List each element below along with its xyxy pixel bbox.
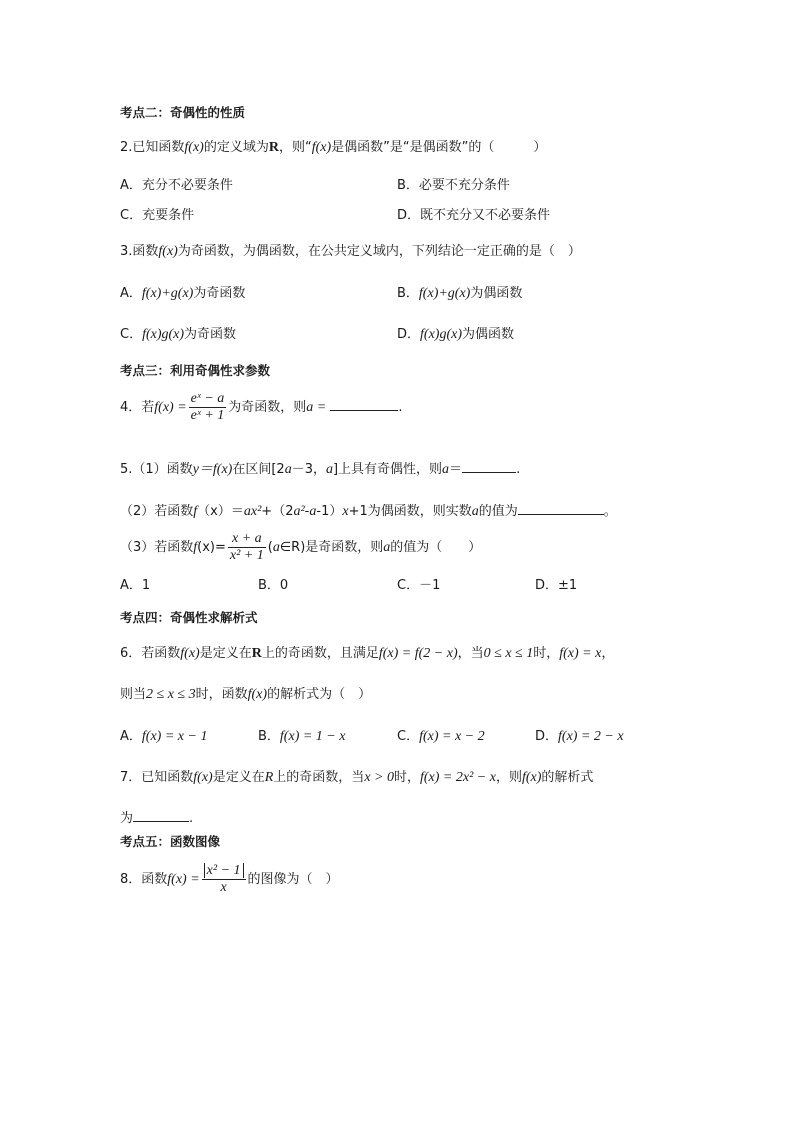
question-5-part-1: 5.（1）函数y＝f(x)在区间[2a－3，a]上具有奇偶性，则a＝ . — [120, 458, 520, 479]
question-6-line-2: 则当2 ≤ x ≤ 3时，函数f(x)的解析式为（ ） — [120, 687, 372, 702]
q5-2-answer-blank[interactable] — [518, 500, 604, 515]
q6-option-d[interactable]: D．f(x) = 2 − x — [535, 729, 624, 744]
q5-option-a[interactable]: A．1 — [120, 578, 151, 593]
question-3: 3.函数f(x)为奇函数，为偶函数，在公共定义域内，下列结论一定正确的是（ ） — [120, 244, 581, 259]
question-5-part-2: （2）若函数f（x）＝ax²+（2a²-a-1）x+1为偶函数，则实数a的值为 。 — [120, 500, 617, 521]
q2-option-a[interactable]: A．充分不必要条件 — [120, 178, 233, 193]
q3-option-a[interactable]: A．f(x)+g(x)为奇函数 — [120, 286, 246, 301]
section-title-2: 考点二：奇偶性的性质 — [120, 105, 246, 120]
q5-1-answer-blank[interactable] — [462, 458, 516, 473]
q5-option-c[interactable]: C．－1 — [397, 578, 441, 593]
q5-option-b[interactable]: B．0 — [258, 578, 289, 593]
q5-3-fraction: $\frac{x + a}{\text{x² + 1}}$ — [229, 531, 264, 563]
section-title-4: 考点四：奇偶性求解析式 — [120, 610, 258, 625]
q6-option-a[interactable]: A．f(x) = x − 1 — [120, 729, 208, 744]
question-8: 8．函数f(x) = $\frac{\text{x² − 1}}{x}$ 的图像为（ ） — [120, 863, 339, 895]
question-7-line-1: 7．已知函数f(x)是定义在R上的奇函数，当x > 0时，f(x) = 2x² − x，则f(x)的解析式 — [120, 770, 594, 785]
q5-option-d[interactable]: D．±1 — [535, 578, 578, 593]
question-4: 4．若f(x) = $\frac{\text{eˣ − a}}{\text{eˣ + 1}}$ 为奇函数，则a = . — [120, 391, 403, 423]
q4-fraction: $\frac{\text{eˣ − a}}{\text{eˣ + 1}}$ — [190, 391, 225, 423]
question-5-part-3: （3）若函数f(x)= $\frac{x + a}{\text{x² + 1}}$ (a∈R)是奇函数，则a的值为（ ） — [120, 531, 482, 563]
q3-option-d[interactable]: D．f(x)g(x)为偶函数 — [397, 327, 514, 342]
q7-answer-blank[interactable] — [133, 807, 189, 822]
q2-option-d[interactable]: D．既不充分又不必要条件 — [397, 208, 551, 223]
q6-option-b[interactable]: B．f(x) = 1 − x — [258, 729, 346, 744]
question-6-line-1: 6．若函数f(x)是定义在R上的奇函数，且满足f(x) = f(2 − x)，当0 ≤ x ≤ 1时，f(x) = x， — [120, 646, 615, 661]
q2-option-b[interactable]: B．必要不充分条件 — [397, 178, 510, 193]
q4-answer-blank[interactable] — [330, 396, 398, 411]
question-2: 2.已知函数f(x)的定义域为R，则“f(x)是偶函数”是“是偶函数”的（ ） — [120, 140, 547, 155]
section-title-3: 考点三：利用奇偶性求参数 — [120, 363, 271, 378]
question-7-line-2: 为 . — [120, 807, 193, 828]
q3-option-c[interactable]: C．f(x)g(x)为奇函数 — [120, 327, 237, 342]
section-title-5: 考点五：函数图像 — [120, 834, 221, 849]
q6-option-c[interactable]: C．f(x) = x − 2 — [397, 729, 485, 744]
q3-option-b[interactable]: B．f(x)+g(x)为偶函数 — [397, 286, 523, 301]
q2-option-c[interactable]: C．充要条件 — [120, 208, 195, 223]
q8-fraction: $\frac{\text{x² − 1}}{x}$ — [202, 863, 246, 896]
